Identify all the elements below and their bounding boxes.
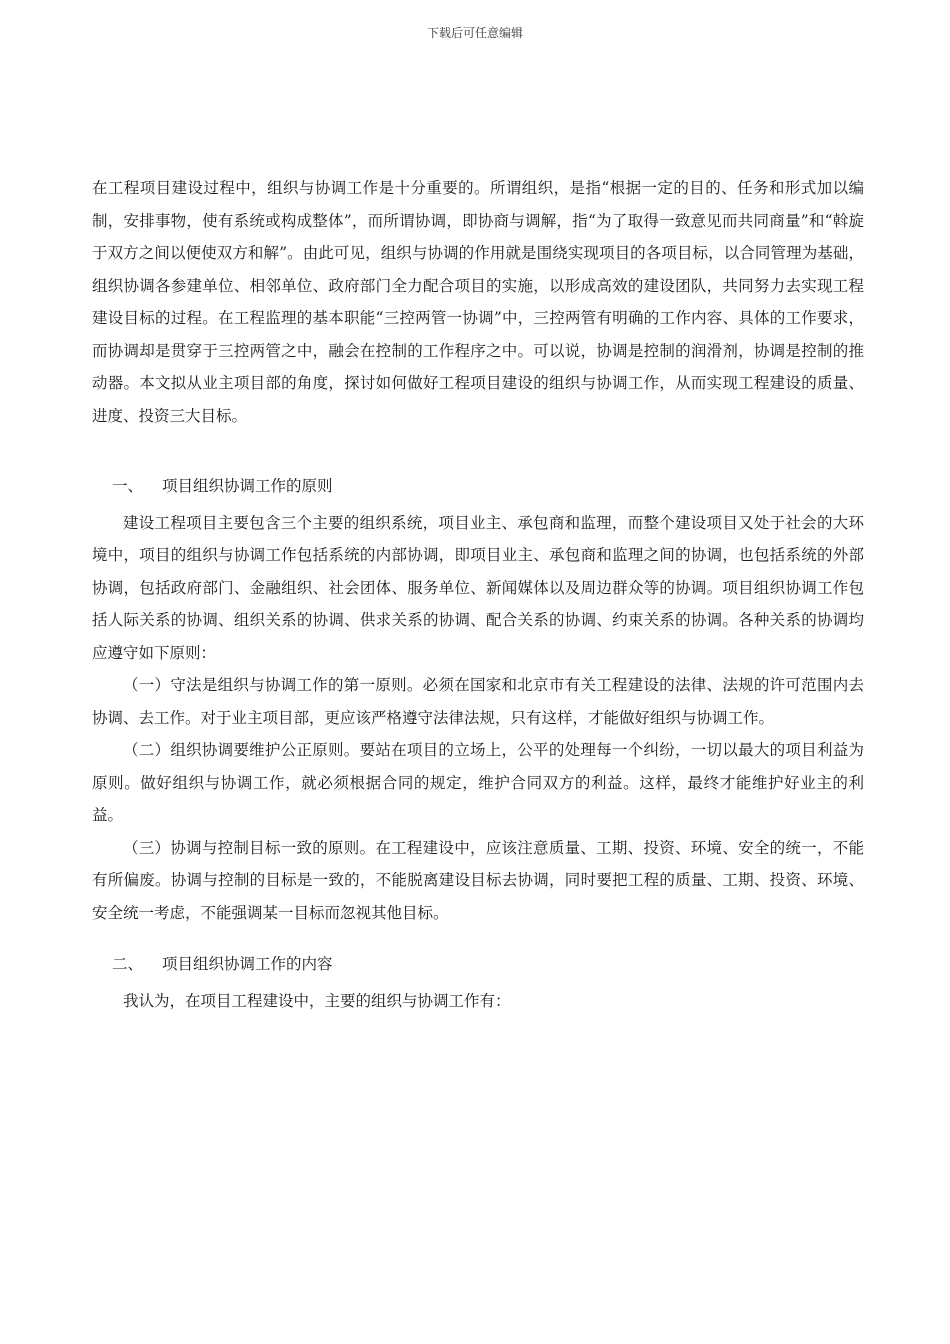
- section-1-number: 一、: [112, 477, 144, 495]
- principle-1-paragraph: （一）守法是组织与协调工作的第一原则。必须在国家和北京市有关工程建设的法律、法规的许可范围内去协调、去工作。对于业主项目部，更应该严格遵守法律法规，只有这样，才能做好组织与协调工作。: [92, 676, 864, 727]
- intro-paragraph: 在工程项目建设过程中，组织与协调工作是十分重要的。所谓组织，是指“根据一定的目的、任务和形式加以编制，安排事物，使有系统或构成整体”，而所谓协调，即协商与调解，指“为了取得一致意见而共同商量”和“斡旋于双方之间以便使双方和解”。由此可见，组织与协调的作用就是围绕实现项目的各项目标，以合同管理为基础，组织协调各参建单位、相邻单位、政府部门全力配合项目的实施，以形成高效的建设团队，共同努力去实现工程建设目标的过程。在工程监理的基本职能“三控两管一协调”中，三控两管有明确的工作内容、具体的工作要求，而协调却是贯穿于三控两管之中，融会在控制的工作程序之中。可以说，协调是控制的润滑剂，协调是控制的推动器。本文拟从业主项目部的角度，探讨如何做好工程项目建设的组织与协调工作，从而实现工程建设的质量、进度、投资三大目标。: [92, 179, 864, 425]
- section-2-number: 二、: [112, 955, 144, 973]
- principle-2-paragraph: （二）组织协调要维护公正原则。要站在项目的立场上，公平的处理每一个纠纷，一切以最大的项目利益为原则。做好组织与协调工作，就必须根据合同的规定，维护合同双方的利益。这样，最终才能维护好业主的利益。: [92, 741, 864, 824]
- principle-3-paragraph: （三）协调与控制目标一致的原则。在工程建设中，应该注意质量、工期、投资、环境、安全的统一，不能有所偏废。协调与控制的目标是一致的，不能脱离建设目标去协调，同时要把工程的质量、工期、投资、环境、安全统一考虑，不能强调某一目标而忽视其他目标。: [92, 838, 864, 922]
- section-2-heading: [92, 948, 864, 981]
- spacer: [92, 432, 864, 451]
- section-2-title: 项目组织协调工作的内容: [162, 955, 333, 973]
- document-body: [92, 172, 864, 1017]
- section-1-paragraph: 建设工程项目主要包含三个主要的组织系统，项目业主、承包商和监理，而整个建设项目又处于社会的大环境中，项目的组织与协调工作包括系统的内部协调，即项目业主、承包商和监理之间的协调，也包括系统的外部协调，包括政府部门、金融组织、社会团体、服务单位、新闻媒体以及周边群众等的协调。项目组织协调工作包括人际关系的协调、组织关系的协调、供求关系的协调、配合关系的协调、约束关系的协调。各种关系的协调均应遵守如下原则：: [92, 513, 864, 662]
- section-1-heading: [92, 470, 864, 503]
- section-1-title: 项目组织协调工作的原则: [162, 477, 333, 495]
- page-header: 下载后可任意编辑: [426, 26, 523, 40]
- section-2-paragraph: 我认为，在项目工程建设中，主要的组织与协调工作有：: [123, 991, 511, 1010]
